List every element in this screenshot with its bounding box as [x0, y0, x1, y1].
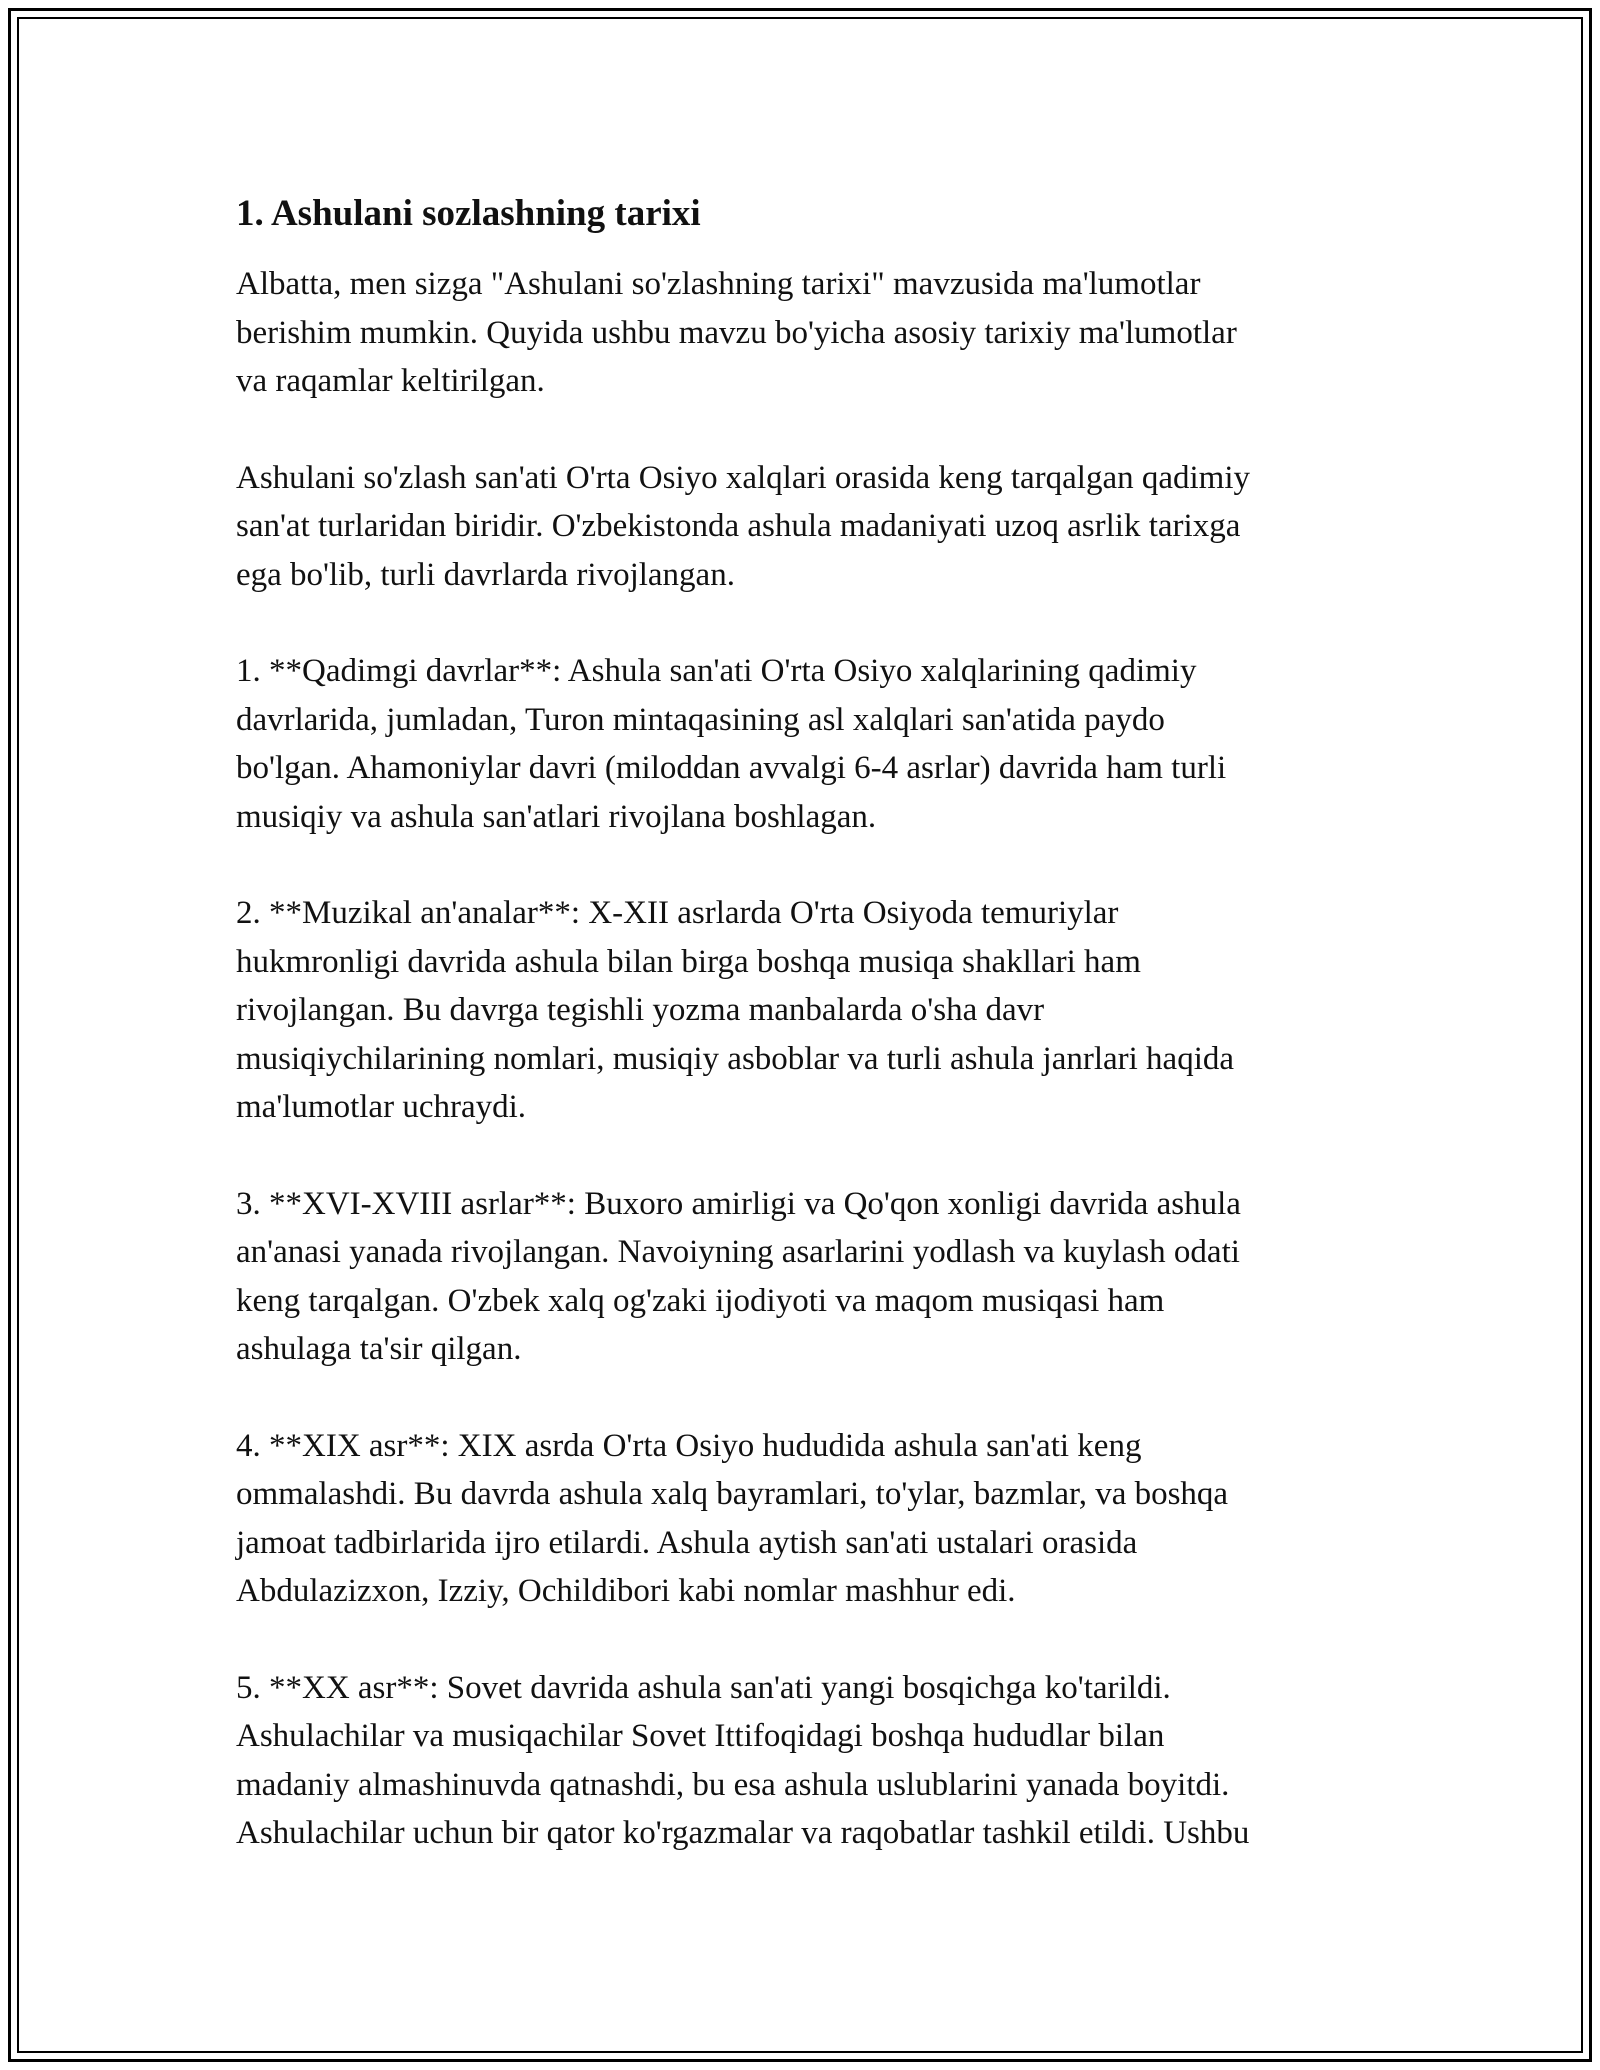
paragraph-16-18-centuries: 3. **XVI-XVIII asrlar**: Buxoro amirligi va Qo'qon xonligi davrida ashula an'anasi yanada rivojlangan. Navoiyning asarlarini yodlash va kuylash odati keng tarqalgan. O'zbek xalq og'zaki ijodiyoti va maqom musiqasi ham ashulaga ta'sir qilgan. [236, 1185, 1241, 1367]
document-body [236, 190, 1386, 1906]
paragraph-19-century: 4. **XIX asr**: XIX asrda O'rta Osiyo hududida ashula san'ati keng ommalashdi. Bu davrda ashula xalq bayramlari, to'ylar, bazmlar, va boshqa jamoat tadbirlarida ijro etilardi. Ashula aytish san'ati ustalari orasida Abdulazizxon, Izziy, Ochildibori kabi nomlar mashhur edi. [236, 1427, 1229, 1609]
paragraph-intro: Albatta, men sizga "Ashulani so'zlashning tarixi" mavzusida ma'lumotlar berishim mumkin. Quyida ushbu mavzu bo'yicha asosiy tarixiy ma'lumotlar va raqamlar keltirilgan. [236, 266, 1237, 399]
paragraph-musical-traditions: 2. **Muzikal an'analar**: X-XII asrlarda O'rta Osiyoda temuriylar hukmronligi davrida ashula bilan birga boshqa musiqa shakllari ham rivojlangan. Bu davrga tegishli yozma manbalarda o'sha davr musiqiychilarining nomlari, musiqiy asboblar va turli ashula janrlari haqida ma'lumotlar uchraydi. [236, 895, 1235, 1125]
paragraph-overview: Ashulani so'zlash san'ati O'rta Osiyo xalqlari orasida keng tarqalgan qadimiy san'at turlaridan biridir. O'zbekistonda ashula madaniyati uzoq asrlik tarixga ega bo'lib, turli davrlarda rivojlangan. [236, 459, 1250, 593]
section-heading: 1. Ashulani sozlashning tarixi [236, 193, 701, 234]
paragraph-ancient-period: 1. **Qadimgi davrlar**: Ashula san'ati O'rta Osiyo xalqlarining qadimiy davrlarida, jumladan, Turon mintaqasining asl xalqlari san'atida paydo bo'lgan. Ahamoniylar davri (miloddan avvalgi 6-4 asrlar) davrida ham turli musiqiy va ashula san'atlari rivojlana boshlagan. [236, 653, 1227, 835]
paragraph-20-century: 5. **XX asr**: Sovet davrida ashula san'ati yangi bosqichga ko'tarildi. Ashulachilar va musiqachilar Sovet Ittifoqidagi boshqa hududlar bilan madaniy almashinuvda qatnashdi, bu esa ashula uslublarini yanada boyitdi. Ashulachilar uchun bir qator ko'rgazmalar va raqobatlar tashkil etildi. Ushbu [236, 1669, 1250, 1851]
